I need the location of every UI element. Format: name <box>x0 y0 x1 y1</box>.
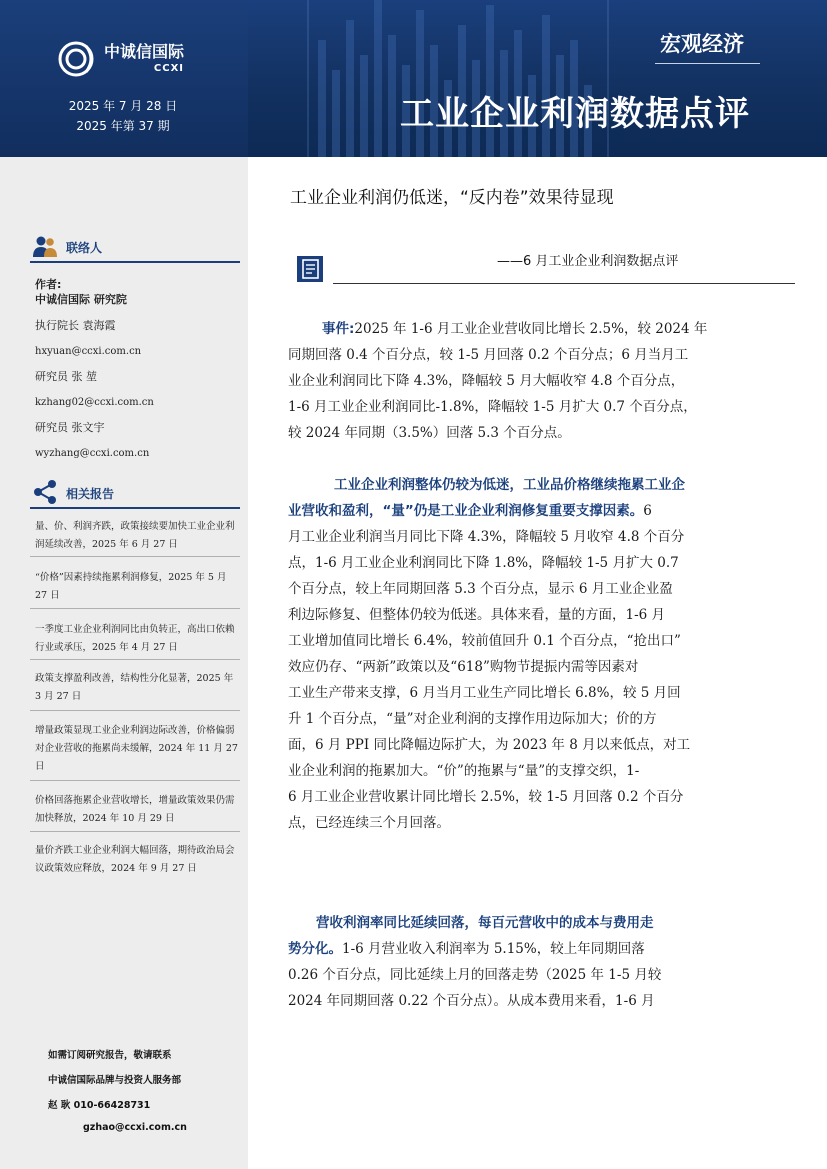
footer-email[interactable]: gzhao@ccxi.com.cn <box>83 1122 187 1133</box>
text-line: 面，6 月 PPI 同比降幅边际扩大，为 2023 年 8 月以来低点，对工 <box>288 737 691 753</box>
text-line: 6 <box>643 503 652 519</box>
highlight-text: 势分化。 <box>288 941 342 957</box>
text-line: 点，1-6 月工业企业利润同比下降 1.8%，降幅较 1-5 月扩大 0.7 <box>288 555 679 571</box>
report-divider <box>30 659 240 660</box>
ccxi-logo-icon <box>56 40 98 78</box>
paragraph-event <box>288 316 772 446</box>
related-heading <box>30 479 240 509</box>
related-heading-label: 相关报告 <box>66 487 115 501</box>
text-line: 业企业利润同比下降 4.3%，降幅较 5 月大幅收窄 4.8 个百分点， <box>288 373 685 389</box>
footer-subscribe: 如需订阅研究报告，敬请联系 <box>48 1050 172 1061</box>
report-divider <box>30 556 240 557</box>
contact-role: 研究员 张 堃 <box>35 370 97 383</box>
related-report[interactable]: 量价齐跌工业企业利润大幅回落，期待政治局会议政策效应释放，2024 年 9 月 27 日 <box>35 845 235 874</box>
author-label: 作者: <box>35 278 62 291</box>
text-line: 2024 年同期回落 0.22 个百分点）。从成本费用来看，1-6 月 <box>288 993 655 1009</box>
author-org: 中诚信国际 研究院 <box>35 293 127 306</box>
text-line: 个百分点，较上年同期回落 5.3 个百分点，显示 6 月工业企业盈 <box>288 581 673 597</box>
text-line: 1-6 月营业收入利润率为 5.15%，较上年同期回落 <box>342 941 645 957</box>
text-line: 点，已经连续三个月回落。 <box>288 815 450 831</box>
page-title: 工业企业利润数据点评 <box>400 94 750 134</box>
contact-role: 执行院长 袁海霞 <box>35 319 116 332</box>
category-underline <box>655 63 760 64</box>
contact-email[interactable]: hxyuan@ccxi.com.cn <box>35 346 142 357</box>
footer-department: 中诚信国际品牌与投资人服务部 <box>48 1075 182 1086</box>
related-report[interactable]: 量、价、利润齐跌，政策接续要加快工业企业利润延续改善，2025 年 6 月 27 日 <box>35 521 235 550</box>
sidebar <box>0 157 248 1169</box>
related-report[interactable]: 政策支撑盈利改善，结构性分化显著，2025 年 3 月 27 日 <box>35 673 234 702</box>
text-line: 利边际修复、但整体仍较为低迷。具体来看，量的方面，1-6 月 <box>288 607 666 623</box>
contact-role: 研究员 张文宇 <box>35 421 105 434</box>
people-icon <box>32 233 58 259</box>
related-heading-rule <box>30 507 240 509</box>
report-date-block <box>58 96 188 136</box>
related-report[interactable]: 一季度工业企业利润同比由负转正，高出口依赖行业或承压，2025 年 4 月 27 日 <box>35 624 235 653</box>
subtitle-rule <box>333 283 795 284</box>
text-line: 业企业利润的拖累加大。“价”的拖累与“量”的支撑交织，1- <box>288 763 640 779</box>
text-line: 工业生产带来支撑，6 月当月工业生产同比增长 6.8%，较 5 月回 <box>288 685 681 701</box>
highlight-text: 营收利润率同比延续回落，每百元营收中的成本与费用走 <box>316 915 654 931</box>
text-line: 效应仍存、“两新”政策以及“618”购物节提振内需等因素对 <box>288 659 639 675</box>
contacts-heading-label: 联络人 <box>66 241 103 255</box>
text-line: 6 月工业企业营收累计同比增长 2.5%，较 1-5 月回落 0.2 个百分 <box>288 789 684 805</box>
contacts-heading <box>30 233 240 263</box>
report-date: 2025 年 7 月 28 日 <box>68 99 178 113</box>
text-line: 同期回落 0.4 个百分点，较 1-5 月回落 0.2 个百分点；6 月当月工 <box>288 347 689 363</box>
document-icon <box>296 255 324 283</box>
contact-email[interactable]: kzhang02@ccxi.com.cn <box>35 397 154 408</box>
article-subtitle: ——6 月工业企业利润数据点评 <box>497 254 679 269</box>
related-report[interactable]: 价格回落拖累企业营收增长，增量政策效果仍需加快释放，2024 年 10 月 29 日 <box>35 795 235 824</box>
report-divider <box>30 608 240 609</box>
text-line: 工业增加值同比增长 6.4%，较前值回升 0.1 个百分点，“抢出口” <box>288 633 681 649</box>
ccxi-logo <box>56 40 184 78</box>
related-report[interactable]: 增量政策显现工业企业利润边际改善，价格偏弱对企业营收的拖累尚未缓解，2024 年 11 月 27 日 <box>35 725 238 772</box>
text-line: 2025 年 1-6 月工业企业营收同比增长 2.5%，较 2024 年 <box>354 321 708 337</box>
highlight-text: 工业企业利润整体仍较为低迷，工业品价格继续拖累工业企 <box>334 477 685 493</box>
paragraph-margin <box>288 910 772 1014</box>
share-icon <box>32 479 58 505</box>
text-line: 较 2024 年同期（3.5%）回落 5.3 个百分点。 <box>288 425 571 441</box>
report-divider <box>30 831 240 832</box>
highlight-text: 业营收和盈利，“量”仍是工业企业利润修复重要支撑因素。 <box>288 503 644 519</box>
article-title: 工业企业利润仍低迷，“反内卷”效果待显现 <box>290 188 614 208</box>
event-label: 事件: <box>322 321 355 337</box>
logo-sub: CCXI <box>153 63 185 74</box>
report-category: 宏观经济 <box>660 32 744 56</box>
report-divider <box>30 780 240 781</box>
report-issue: 2025 年第 37 期 <box>76 119 170 133</box>
paragraph-profit <box>288 472 772 836</box>
text-line: 0.26 个百分点，同比延续上月的回落走势（2025 年 1-5 月较 <box>288 967 662 983</box>
logo-name: 中诚信国际 <box>104 42 185 61</box>
related-report[interactable]: “价格”因素持续拖累利润修复，2025 年 5 月 27 日 <box>35 572 227 601</box>
text-line: 月工业企业利润当月同比下降 4.3%，降幅较 5 月收窄 4.8 个百分 <box>288 529 685 545</box>
contact-email[interactable]: wyzhang@ccxi.com.cn <box>35 448 150 459</box>
text-line: 升 1 个百分点，“量”对企业利润的支撑作用边际加大；价的方 <box>288 711 657 727</box>
text-line: 1-6 月工业企业利润同比-1.8%，降幅较 1-5 月扩大 0.7 个百分点， <box>288 399 697 415</box>
contacts-heading-rule <box>30 261 240 263</box>
footer-phone: 赵 耿 010-66428731 <box>48 1100 151 1111</box>
report-divider <box>30 710 240 711</box>
